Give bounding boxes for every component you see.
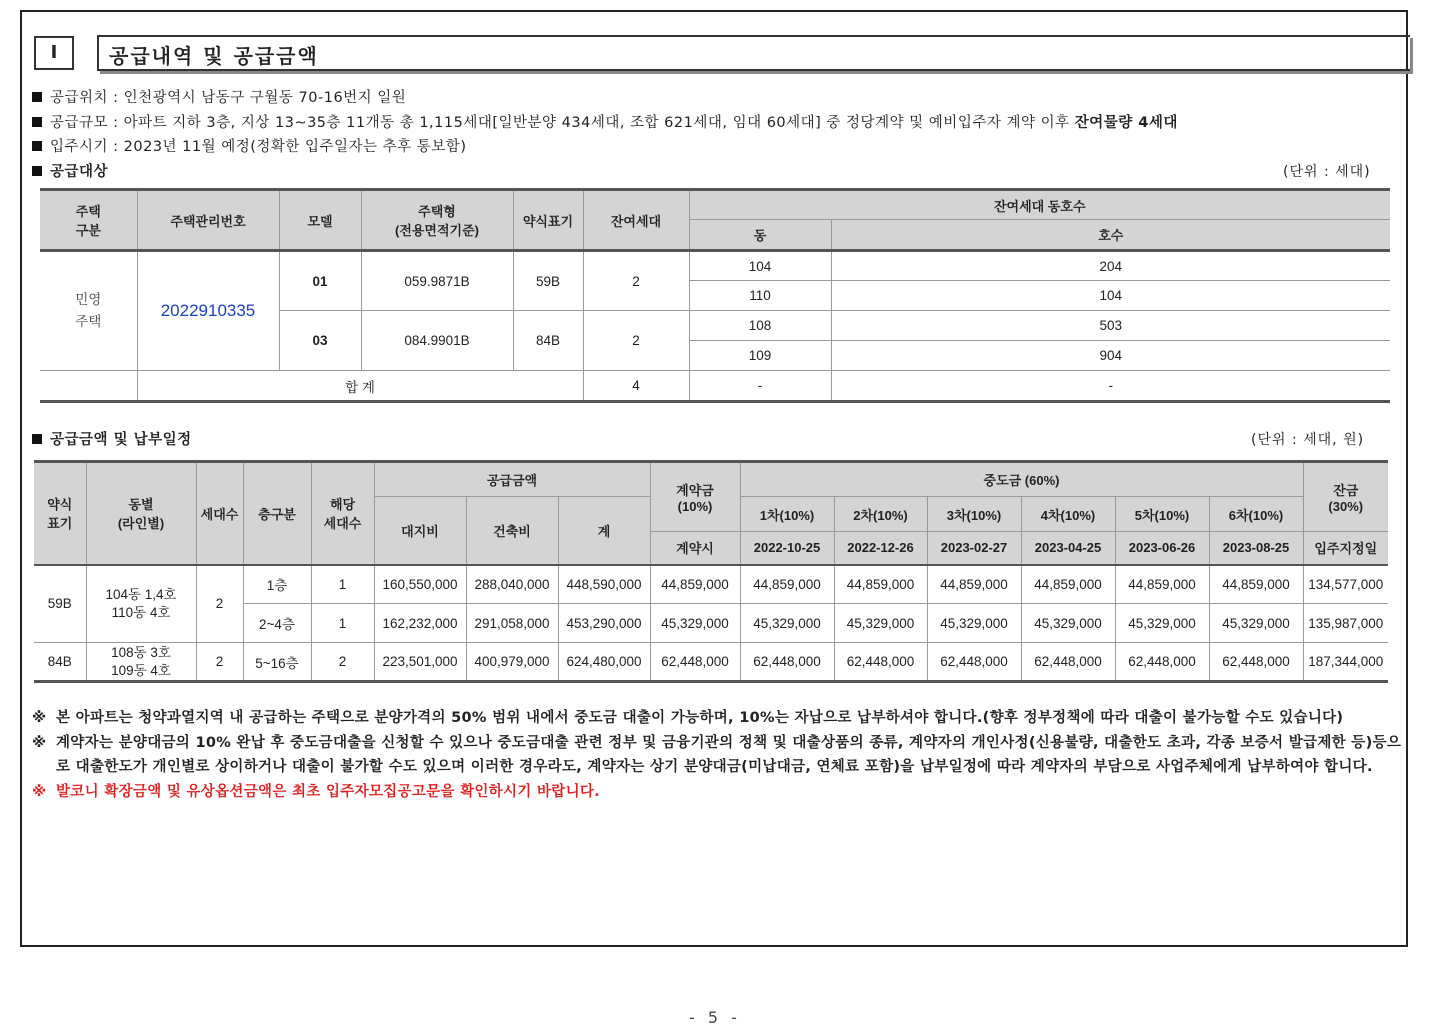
th-deposit: 계약금 (10%): [650, 462, 740, 532]
applicable-cell: 1: [311, 604, 374, 643]
page-number: - 5 -: [689, 1008, 741, 1027]
square-bullet-icon: [32, 166, 42, 176]
middle-cell: 44,859,000: [1209, 565, 1303, 604]
sum-cell: 624,480,000: [558, 643, 650, 682]
note-mark: ※: [32, 734, 47, 751]
th-deposit-when: 계약시: [650, 532, 740, 565]
th-house-type: 주택 구분: [40, 190, 137, 251]
th-middle-date-6: 2023-08-25: [1209, 532, 1303, 565]
th-ho: 호수: [831, 220, 1390, 251]
info-label: 공급규모: [50, 115, 109, 131]
sum-cell: 448,590,000: [558, 565, 650, 604]
square-bullet-icon: [32, 141, 42, 151]
th-line: 동별 (라인별): [86, 462, 196, 565]
th-dong: 동: [689, 220, 831, 251]
th-remain-units: 잔여세대 동호수: [689, 190, 1390, 220]
price-schedule-unit: (단위 : 세대, 원): [1251, 432, 1365, 448]
info-label: 입주시기: [50, 139, 109, 155]
table-row: [40, 251, 1390, 281]
middle-cell: 44,859,000: [927, 565, 1021, 604]
info-value: 아파트 지하 3층, 지상 13~35층 11개동 총 1,115세대[일반분양 434세대, 조합 621세대, 임대 60세대] 중 정당계약 및 예비입주자 계약 이후: [123, 115, 1070, 131]
deposit-cell: 62,448,000: [650, 643, 740, 682]
applicable-cell: 1: [311, 565, 374, 604]
balance-cell: 187,344,000: [1303, 643, 1388, 682]
middle-cell: 45,329,000: [1209, 604, 1303, 643]
households-cell: 2: [196, 643, 243, 682]
middle-cell: 45,329,000: [927, 604, 1021, 643]
middle-cell: 62,448,000: [1021, 643, 1115, 682]
ho-cell: 503: [831, 311, 1390, 341]
th-middle: 중도금 (60%): [740, 462, 1303, 497]
th-house-size: 주택형 (전용면적기준): [361, 190, 513, 251]
middle-cell: 44,859,000: [1115, 565, 1209, 604]
section-title-box: [97, 35, 1410, 71]
middle-cell: 62,448,000: [1115, 643, 1209, 682]
middle-cell: 44,859,000: [1021, 565, 1115, 604]
floor-cell: 5~16층: [243, 643, 311, 682]
middle-cell: 45,329,000: [834, 604, 927, 643]
info-value: 인천광역시 남동구 구월동 70-16번지 일원: [123, 90, 407, 106]
total-label: 합 계: [137, 371, 583, 402]
middle-cell: 44,859,000: [740, 565, 834, 604]
th-middle-3: 3차(10%): [927, 497, 1021, 532]
th-supply-price: 공급금액: [374, 462, 650, 497]
th-abbr: 약식 표기: [34, 462, 86, 565]
square-bullet-icon: [32, 117, 42, 127]
building-cell: 291,058,000: [466, 604, 558, 643]
th-land: 대지비: [374, 497, 466, 565]
households-cell: 2: [196, 565, 243, 643]
land-cell: 162,232,000: [374, 604, 466, 643]
dong-cell: 108: [689, 311, 831, 341]
applicable-cell: 2: [311, 643, 374, 682]
th-middle-6: 6차(10%): [1209, 497, 1303, 532]
model-cell: 01: [279, 251, 361, 311]
note-1: [32, 706, 1402, 731]
table-row: [34, 565, 1388, 604]
note-text: 계약자는 분양대금의 10% 완납 후 중도금대출을 신청할 수 있으나 중도금대출 관련 정부 및 금융기관의 정책 및 대출상품의 종류, 계약자의 개인사정(신용불량, 대출한도 초과, 각종 보증서 발급제한 등)등으로 대출한도가 개인별로 상이하거나 대출이 불가할 수도 있으며 이러한 경우라도, 계약자는 상기 분양대금(미납대금, 연체료 포함)을 납부일정에 따라 계약자의 부담으로 사업주체에게 납부하여야 합니다.: [56, 734, 1402, 775]
deposit-cell: 44,859,000: [650, 565, 740, 604]
supply-target-table: [40, 188, 1390, 403]
supply-target-heading: 공급대상: [32, 160, 108, 181]
middle-cell: 45,329,000: [1115, 604, 1209, 643]
th-middle-2: 2차(10%): [834, 497, 927, 532]
th-middle-1: 1차(10%): [740, 497, 834, 532]
square-bullet-icon: [32, 92, 42, 102]
balance-cell: 134,577,000: [1303, 565, 1388, 604]
house-kind: 민영 주택: [40, 251, 137, 371]
size-cell: 059.9871B: [361, 251, 513, 311]
dong-cell: 104: [689, 251, 831, 281]
th-mgmt-no: 주택관리번호: [137, 190, 279, 251]
note-text: 본 아파트는 청약과열지역 내 공급하는 주택으로 분양가격의 50% 범위 내에서 중도금 대출이 가능하며, 10%는 자납으로 납부하셔야 합니다.(향후 정부정책에 따라 대출이 불가능할 수도 있습니다): [56, 710, 1344, 726]
middle-cell: 62,448,000: [834, 643, 927, 682]
ho-cell: 904: [831, 341, 1390, 371]
balance-cell: 135,987,000: [1303, 604, 1388, 643]
th-middle-date-1: 2022-10-25: [740, 532, 834, 565]
floor-cell: 2~4층: [243, 604, 311, 643]
floor-cell: 1층: [243, 565, 311, 604]
info-label: 공급위치: [50, 90, 109, 106]
th-middle-date-3: 2023-02-27: [927, 532, 1021, 565]
abbr-cell: 84B: [34, 643, 86, 682]
th-remain: 잔여세대: [583, 190, 689, 251]
supply-target-unit: (단위 : 세대): [1283, 164, 1371, 180]
info-highlight: 잔여물량 4세대: [1074, 115, 1178, 131]
table-row: [34, 643, 1388, 682]
th-building: 건축비: [466, 497, 558, 565]
info-scale: 공급규모 : 아파트 지하 3층, 지상 13~35층 11개동 총 1,115세대[일반분양 434세대, 조합 621세대, 임대 60세대] 중 정당계약 및 예비입주자 계약 이후 잔여물량 4세대: [32, 111, 1178, 132]
note-text: 발코니 확장금액 및 유상옵션금액은 최초 입주자모집공고문을 확인하시기 바랍니다.: [56, 783, 600, 800]
count-cell: 2: [583, 251, 689, 311]
line-cell: 104동 1,4호 110동 4호: [86, 565, 196, 643]
dong-cell: 110: [689, 281, 831, 311]
ho-cell: 104: [831, 281, 1390, 311]
note-mark: ※: [32, 783, 47, 800]
building-cell: 400,979,000: [466, 643, 558, 682]
note-mark: ※: [32, 710, 47, 726]
sum-cell: 453,290,000: [558, 604, 650, 643]
notes: [32, 706, 1402, 804]
th-abbr: 약식표기: [513, 190, 583, 251]
total-count: 4: [583, 371, 689, 402]
th-floor: 층구분: [243, 462, 311, 565]
middle-cell: 45,329,000: [1021, 604, 1115, 643]
ho-cell: 204: [831, 251, 1390, 281]
th-applicable: 해당 세대수: [311, 462, 374, 565]
dong-cell: 109: [689, 341, 831, 371]
info-location: 공급위치 : 인천광역시 남동구 구월동 70-16번지 일원: [32, 86, 406, 107]
middle-cell: 62,448,000: [1209, 643, 1303, 682]
th-model: 모델: [279, 190, 361, 251]
info-move-in: 입주시기 : 2023년 11월 예정(정확한 입주일자는 추후 통보함): [32, 135, 466, 156]
price-schedule-heading: 공급금액 및 납부일정: [32, 428, 192, 449]
square-bullet-icon: [32, 434, 42, 444]
abbr-cell: 84B: [513, 311, 583, 371]
abbr-cell: 59B: [34, 565, 86, 643]
total-ho: -: [831, 371, 1390, 402]
total-row: [40, 371, 1390, 402]
price-schedule-table: [34, 460, 1388, 683]
line-cell: 108동 3호 109동 4호: [86, 643, 196, 682]
section-title: 공급내역 및 공급금액: [109, 44, 319, 68]
th-middle-5: 5차(10%): [1115, 497, 1209, 532]
th-balance-when: 입주지정일: [1303, 532, 1388, 565]
info-value: 2023년 11월 예정(정확한 입주일자는 추후 통보함): [123, 139, 467, 155]
th-middle-date-2: 2022-12-26: [834, 532, 927, 565]
middle-cell: 62,448,000: [927, 643, 1021, 682]
building-cell: 288,040,000: [466, 565, 558, 604]
middle-cell: 45,329,000: [740, 604, 834, 643]
middle-cell: 44,859,000: [834, 565, 927, 604]
th-balance: 잔금 (30%): [1303, 462, 1388, 532]
note-3: [32, 780, 1402, 805]
th-households: 세대수: [196, 462, 243, 565]
model-cell: 03: [279, 311, 361, 371]
th-middle-date-5: 2023-06-26: [1115, 532, 1209, 565]
land-cell: 160,550,000: [374, 565, 466, 604]
th-middle-4: 4차(10%): [1021, 497, 1115, 532]
section-number: I: [34, 36, 74, 70]
mgmt-number: 2022910335: [137, 251, 279, 371]
th-middle-date-4: 2023-04-25: [1021, 532, 1115, 565]
total-dong: -: [689, 371, 831, 402]
count-cell: 2: [583, 311, 689, 371]
abbr-cell: 59B: [513, 251, 583, 311]
th-sum: 계: [558, 497, 650, 565]
deposit-cell: 45,329,000: [650, 604, 740, 643]
note-2: [32, 731, 1402, 780]
size-cell: 084.9901B: [361, 311, 513, 371]
land-cell: 223,501,000: [374, 643, 466, 682]
middle-cell: 62,448,000: [740, 643, 834, 682]
